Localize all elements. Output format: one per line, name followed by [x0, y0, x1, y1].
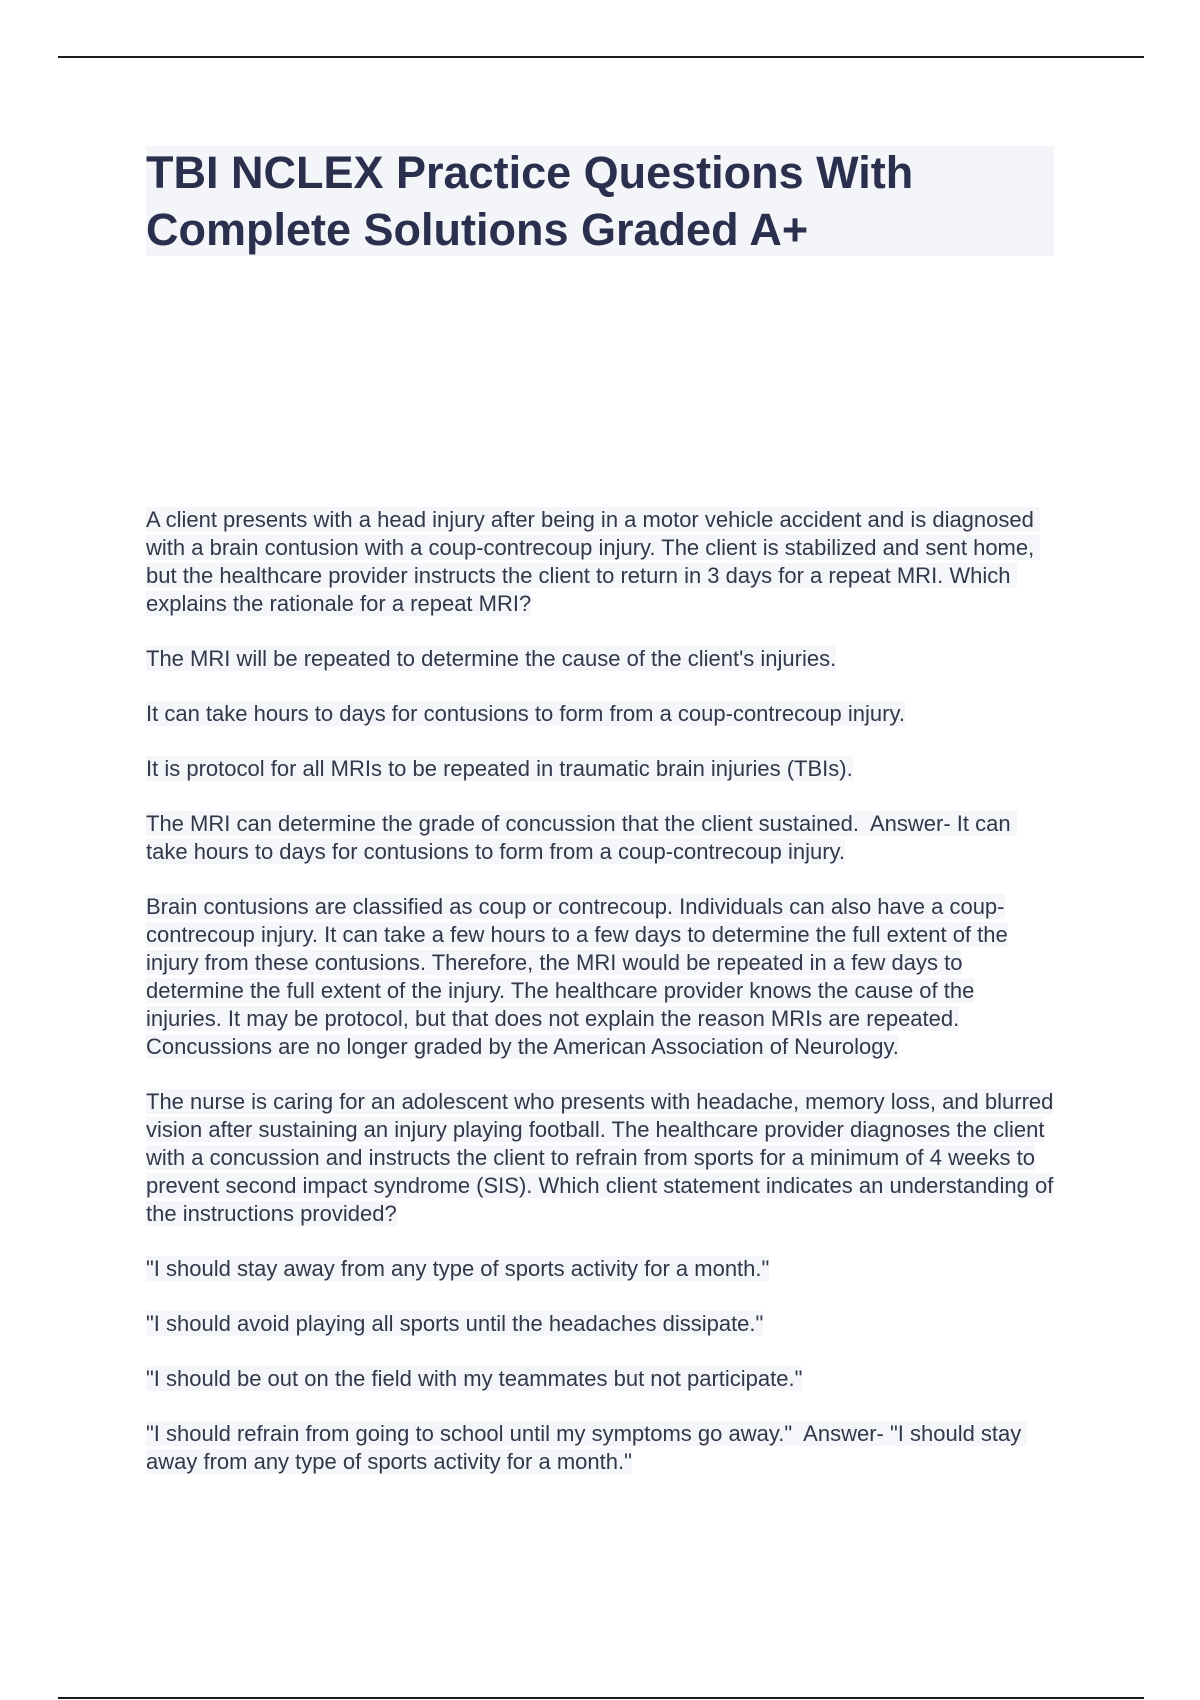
- top-rule: [58, 56, 1144, 58]
- question-1-option-3-text: It is protocol for all MRIs to be repeated in traumatic brain injuries (TBIs).: [146, 756, 853, 781]
- question-2-option-4-answer: [146, 1420, 1056, 1476]
- page-title: TBI NCLEX Practice Questions With Complete Solutions Graded A+: [146, 147, 914, 255]
- question-1-rationale-text: Brain contusions are classified as coup or contrecoup. Individuals can also have a coup-contrecoup injury. It can take a few hours to a few days to determine the full extent of the injury from these contusions. Therefore, the MRI would be repeated in a few days to determine the full extent of the injury. The healthcare provider knows the cause of the injuries. It may be protocol, but that does not explain the reason MRIs are repeated. Concussions are no longer graded by the American Association of Neurology.: [146, 894, 1008, 1059]
- question-2-option-3-text: "I should be out on the field with my teammates but not participate.": [146, 1366, 803, 1391]
- title-block: [146, 146, 1054, 256]
- question-2-option-3: [146, 1365, 1056, 1393]
- question-1-option-4-answer-text: The MRI can determine the grade of concussion that the client sustained. Answer- It can take hours to days for contusions to form from a coup-contrecoup injury.: [146, 811, 1017, 864]
- question-1-option-3: [146, 755, 1056, 783]
- question-1-option-2-text: It can take hours to days for contusions to form from a coup-contrecoup injury.: [146, 701, 905, 726]
- question-1-stem-text: A client presents with a head injury after being in a motor vehicle accident and is diagnosed with a brain contusion with a coup-contrecoup injury. The client is stabilized and sent home, but the healthcare provider instructs the client to return in 3 days for a repeat MRI. Which explains the rationale for a repeat MRI?: [146, 507, 1041, 616]
- question-2-stem-text: The nurse is caring for an adolescent who presents with headache, memory loss, and blurred vision after sustaining an injury playing football. The healthcare provider diagnoses the client with a concussion and instructs the client to refrain from sports for a minimum of 4 weeks to prevent second impact syndrome (SIS). Which client statement indicates an understanding of the instructions provided?: [146, 1089, 1054, 1226]
- question-2-option-1: [146, 1255, 1056, 1283]
- bottom-rule: [58, 1697, 1144, 1699]
- question-1-option-1-text: The MRI will be repeated to determine the cause of the client's injuries.: [146, 646, 837, 671]
- question-1-option-4-answer: [146, 810, 1056, 866]
- question-2-option-2: [146, 1310, 1056, 1338]
- question-1-option-2: [146, 700, 1056, 728]
- question-1-stem: [146, 506, 1056, 618]
- question-2-option-2-text: "I should avoid playing all sports until the headaches dissipate.": [146, 1311, 764, 1336]
- document-body: [146, 506, 1056, 1503]
- question-2-option-4-answer-text: "I should refrain from going to school until my symptoms go away." Answer- "I should stay away from any type of sports activity for a month.": [146, 1421, 1028, 1474]
- question-1-option-1: [146, 645, 1056, 673]
- question-2-option-1-text: "I should stay away from any type of sports activity for a month.": [146, 1256, 770, 1281]
- question-2-stem: [146, 1088, 1056, 1228]
- question-1-rationale: [146, 893, 1056, 1061]
